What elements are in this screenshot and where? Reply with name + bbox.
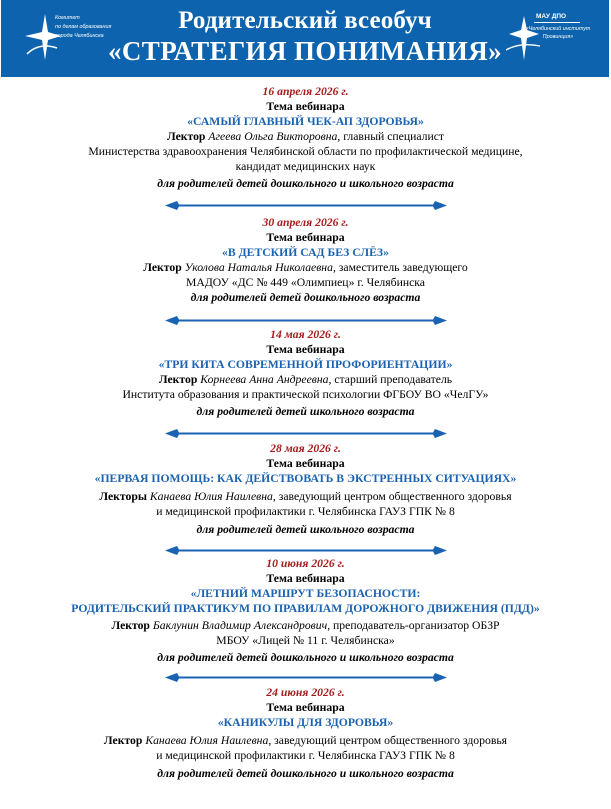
webinar-topic: «КАНИКУЛЫ ДЛЯ ЗДОРОВЬЯ» xyxy=(217,716,394,729)
lector-label: Лектор xyxy=(111,619,150,632)
lector-label: Лектор xyxy=(103,734,143,747)
lector-name: Канаева Юлия Наилевна xyxy=(149,490,273,503)
institute-logo-name: МАУ ДПО xyxy=(536,13,567,20)
lector-extra: Института образования и практической психологии ФГБОУ ВО «ЧелГУ» xyxy=(122,388,489,401)
lector-position: , преподаватель-организатор ОБЗР xyxy=(327,619,500,632)
topic-label: Тема вебинара xyxy=(266,701,345,714)
lector-name: Уколова Наталья Николаевна xyxy=(184,261,333,274)
webinar-topic: «ТРИ КИТА СОВРЕМЕННОЙ ПРОФОРИЕНТАЦИИ» xyxy=(158,358,453,371)
lector-name: Агеева Ольга Викторовна xyxy=(208,130,338,143)
committee-logo-line1: Комитет xyxy=(55,15,80,21)
lector-position: , главный специалист xyxy=(337,130,445,143)
lector-position: , заведующий центром общественного здоровья xyxy=(272,490,512,503)
webinar-audience: для родителей детей школьного возраста xyxy=(196,523,415,536)
webinar-topic: «САМЫЙ ГЛАВНЫЙ ЧЕК-АП ЗДОРОВЬЯ» xyxy=(187,115,424,128)
lector-extra: кандидат медицинских наук xyxy=(235,160,376,173)
webinar-audience: для родителей детей дошкольного и школьного возраста xyxy=(157,651,454,664)
divider-arrow xyxy=(165,316,447,325)
institute-logo xyxy=(506,10,606,66)
webinar-date: 28 мая 2026 г. xyxy=(270,442,341,455)
divider-arrow xyxy=(165,429,447,438)
webinar-entry xyxy=(0,441,611,537)
webinar-topic: «В ДЕТСКИЙ САД БЕЗ СЛЁЗ» xyxy=(222,246,389,259)
webinar-date: 14 мая 2026 г. xyxy=(270,328,341,341)
lector-label: Лекторы xyxy=(99,490,147,503)
webinar-audience: для родителей детей дошкольного и школьного возраста xyxy=(157,177,454,190)
topic-label: Тема вебинара xyxy=(266,343,345,356)
institute-logo-underline xyxy=(534,22,580,23)
divider-arrow xyxy=(165,201,447,210)
institute-logo-line1: «Челябинский институт xyxy=(525,26,591,32)
webinar-date: 24 июня 2026 г. xyxy=(266,686,345,699)
webinar-entry xyxy=(0,215,611,305)
lector-line xyxy=(0,489,611,504)
lector-name: Баклунин Владимир Александрович xyxy=(152,619,328,632)
lector-line xyxy=(0,260,611,275)
lector-position: , старший преподаватель xyxy=(328,373,453,386)
webinar-entry xyxy=(0,84,611,191)
topic-label: Тема вебинара xyxy=(266,231,345,244)
webinar-audience: для родителей детей дошкольного и школьного возраста xyxy=(157,767,454,780)
topic-label: Тема вебинара xyxy=(266,100,345,113)
lector-extra: и медицинской профилактики г. Челябинска ГАУЗ ГПК № 8 xyxy=(156,749,455,762)
webinar-topic-line2: РОДИТЕЛЬСКИЙ ПРАКТИКУМ ПО ПРАВИЛАМ ДОРОЖНОГО ДВИЖЕНИЯ (ПДД)» xyxy=(71,602,540,615)
topic-label: Тема вебинара xyxy=(266,457,345,470)
lector-name: Канаева Юлия Наилевна xyxy=(145,734,269,747)
lector-extra: и медицинской профилактики г. Челябинска ГАУЗ ГПК № 8 xyxy=(156,505,455,518)
webinar-topic: «ЛЕТНИЙ МАРШРУТ БЕЗОПАСНОСТИ: xyxy=(190,587,421,600)
lector-line xyxy=(0,129,611,144)
webinar-date: 30 апреля 2026 г. xyxy=(262,216,349,229)
lector-label: Лектор xyxy=(166,130,206,143)
committee-logo-line3: города Челябинска xyxy=(55,33,104,39)
webinar-topic: «ПЕРВАЯ ПОМОЩЬ: КАК ДЕЙСТВОВАТЬ В ЭКСТРЕННЫХ СИТУАЦИЯХ» xyxy=(94,472,517,485)
header-title-line2: «СТРАТЕГИЯ ПОНИМАНИЯ» xyxy=(107,36,502,66)
header-title-line1: Родительский всеобуч xyxy=(178,7,432,34)
lector-line xyxy=(0,618,611,633)
lector-label: Лектор xyxy=(158,373,198,386)
lector-position: , заведующий центром общественного здоровья xyxy=(268,734,508,747)
webinar-entry xyxy=(0,685,611,781)
lector-line xyxy=(0,372,611,387)
webinar-audience: для родителей детей школьного возраста xyxy=(196,405,415,418)
lector-extra: МАДОУ «ДС № 449 «Олимпиец» г. Челябинска xyxy=(186,276,425,289)
webinar-entry xyxy=(0,327,611,419)
lector-extra: МБОУ «Лицей № 11 г. Челябинска» xyxy=(216,634,395,647)
divider-arrow xyxy=(165,673,447,682)
lector-name: Корнеева Анна Андреевна xyxy=(200,373,329,386)
institute-logo-line2: Провинция» xyxy=(542,34,574,40)
header-banner xyxy=(1,0,609,77)
webinar-audience: для родителей детей дошкольного возраста xyxy=(190,291,421,304)
lector-line xyxy=(0,733,611,748)
divider-arrow xyxy=(165,546,447,555)
topic-label: Тема вебинара xyxy=(266,572,345,585)
webinar-entry xyxy=(0,556,611,665)
lector-label: Лектор xyxy=(143,261,182,274)
webinar-date: 10 июня 2026 г. xyxy=(266,557,345,570)
lector-extra: Министерства здравоохранения Челябинской области по профилактической медицине, xyxy=(88,145,523,158)
webinar-date: 16 апреля 2026 г. xyxy=(262,85,349,98)
committee-logo-line2: по делам образования xyxy=(55,24,112,30)
lector-position: , заместитель заведующего xyxy=(332,261,468,274)
